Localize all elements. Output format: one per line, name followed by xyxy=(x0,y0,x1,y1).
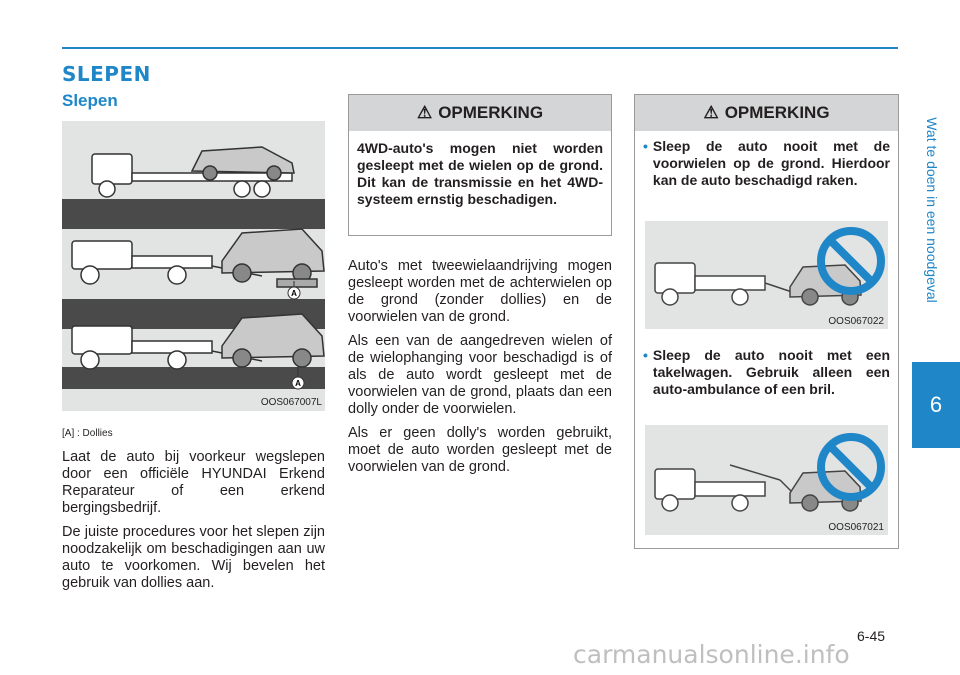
middle-body-text xyxy=(348,258,612,483)
towing-methods-figure xyxy=(62,121,325,411)
note-box-4wd xyxy=(348,94,612,236)
figure-caption: [A] : Dollies xyxy=(62,428,113,439)
paragraph: Als een van de aangedreven wielen of de wielophanging voor beschadigd is of als de auto wordt gesleept met de voorwielen van de grond, plaats dan een dolly onder de voorwielen. xyxy=(348,333,612,417)
paragraph: Laat de auto bij voorkeur wegslepen door een officiële HYUNDAI Erkend Reparateur of een erkend bergingsbedrijf. xyxy=(62,449,325,516)
prohibited-towing-illustration-2 xyxy=(645,425,888,535)
chapter-tab[interactable]: 6 xyxy=(912,362,960,448)
figure-code: OOS067007L xyxy=(260,397,322,408)
figure-code: OOS067021 xyxy=(828,522,884,533)
paragraph: De juiste procedures voor het slepen zijn noodzakelijk om beschadigingen aan uw auto te voorkomen. Wij bevelen het gebruik van dollies aan. xyxy=(62,524,325,591)
bullet-text: Sleep de auto nooit met de voorwielen op de grond. Hierdoor kan de auto beschadigd raken. xyxy=(652,138,890,188)
page-number: 6-45 xyxy=(857,628,886,644)
note-body-2 xyxy=(643,347,890,398)
warning-icon: ⚠ xyxy=(416,103,433,122)
header-rule xyxy=(62,47,898,49)
prohibited-towing-figure-2 xyxy=(645,425,888,535)
left-body-text xyxy=(62,449,325,599)
callout-a-1: A xyxy=(291,289,297,298)
prohibited-towing-figure-1 xyxy=(645,221,888,329)
towing-methods-illustration xyxy=(62,121,325,411)
note-header xyxy=(349,95,611,131)
warning-icon: ⚠ xyxy=(703,103,719,122)
prohibited-towing-illustration-1 xyxy=(645,221,888,329)
figure-code: OOS067022 xyxy=(828,316,884,327)
paragraph: Auto's met tweewielaandrijving mogen gesleept worden met de achterwielen op de grond (zonder dollies) en de voorwielen van de grond. xyxy=(348,258,612,325)
bullet-text: Sleep de auto nooit met een takelwagen. Gebruik alleen een auto-ambulance of een bril. xyxy=(652,347,890,397)
section-title: SLEPEN xyxy=(62,62,151,86)
note-heading: OPMERKING xyxy=(438,103,544,122)
bullet-icon: • xyxy=(643,138,648,154)
note-heading: OPMERKING xyxy=(724,103,830,122)
callout-a-2: A xyxy=(295,379,301,388)
bullet-item xyxy=(643,138,890,189)
note-body xyxy=(635,131,898,189)
bullet-item xyxy=(643,347,890,398)
subsection-title: Slepen xyxy=(62,91,118,110)
note-header xyxy=(635,95,898,131)
watermark[interactable]: carmanualsonline.info xyxy=(573,640,850,669)
bullet-icon: • xyxy=(643,347,648,363)
note-text: 4WD-auto's mogen niet worden gesleept met de wielen op de grond. Dit kan de transmissie en het 4WD-systeem ernstig beschadigen. xyxy=(357,140,603,207)
chapter-side-label xyxy=(902,60,960,360)
chapter-title: Wat te doen in een noodgeval xyxy=(924,117,940,303)
paragraph: Als er geen dolly's worden gebruikt, moet de auto worden gesleept met de voorwielen van de grond. xyxy=(348,425,612,475)
note-box-towing xyxy=(634,94,899,549)
